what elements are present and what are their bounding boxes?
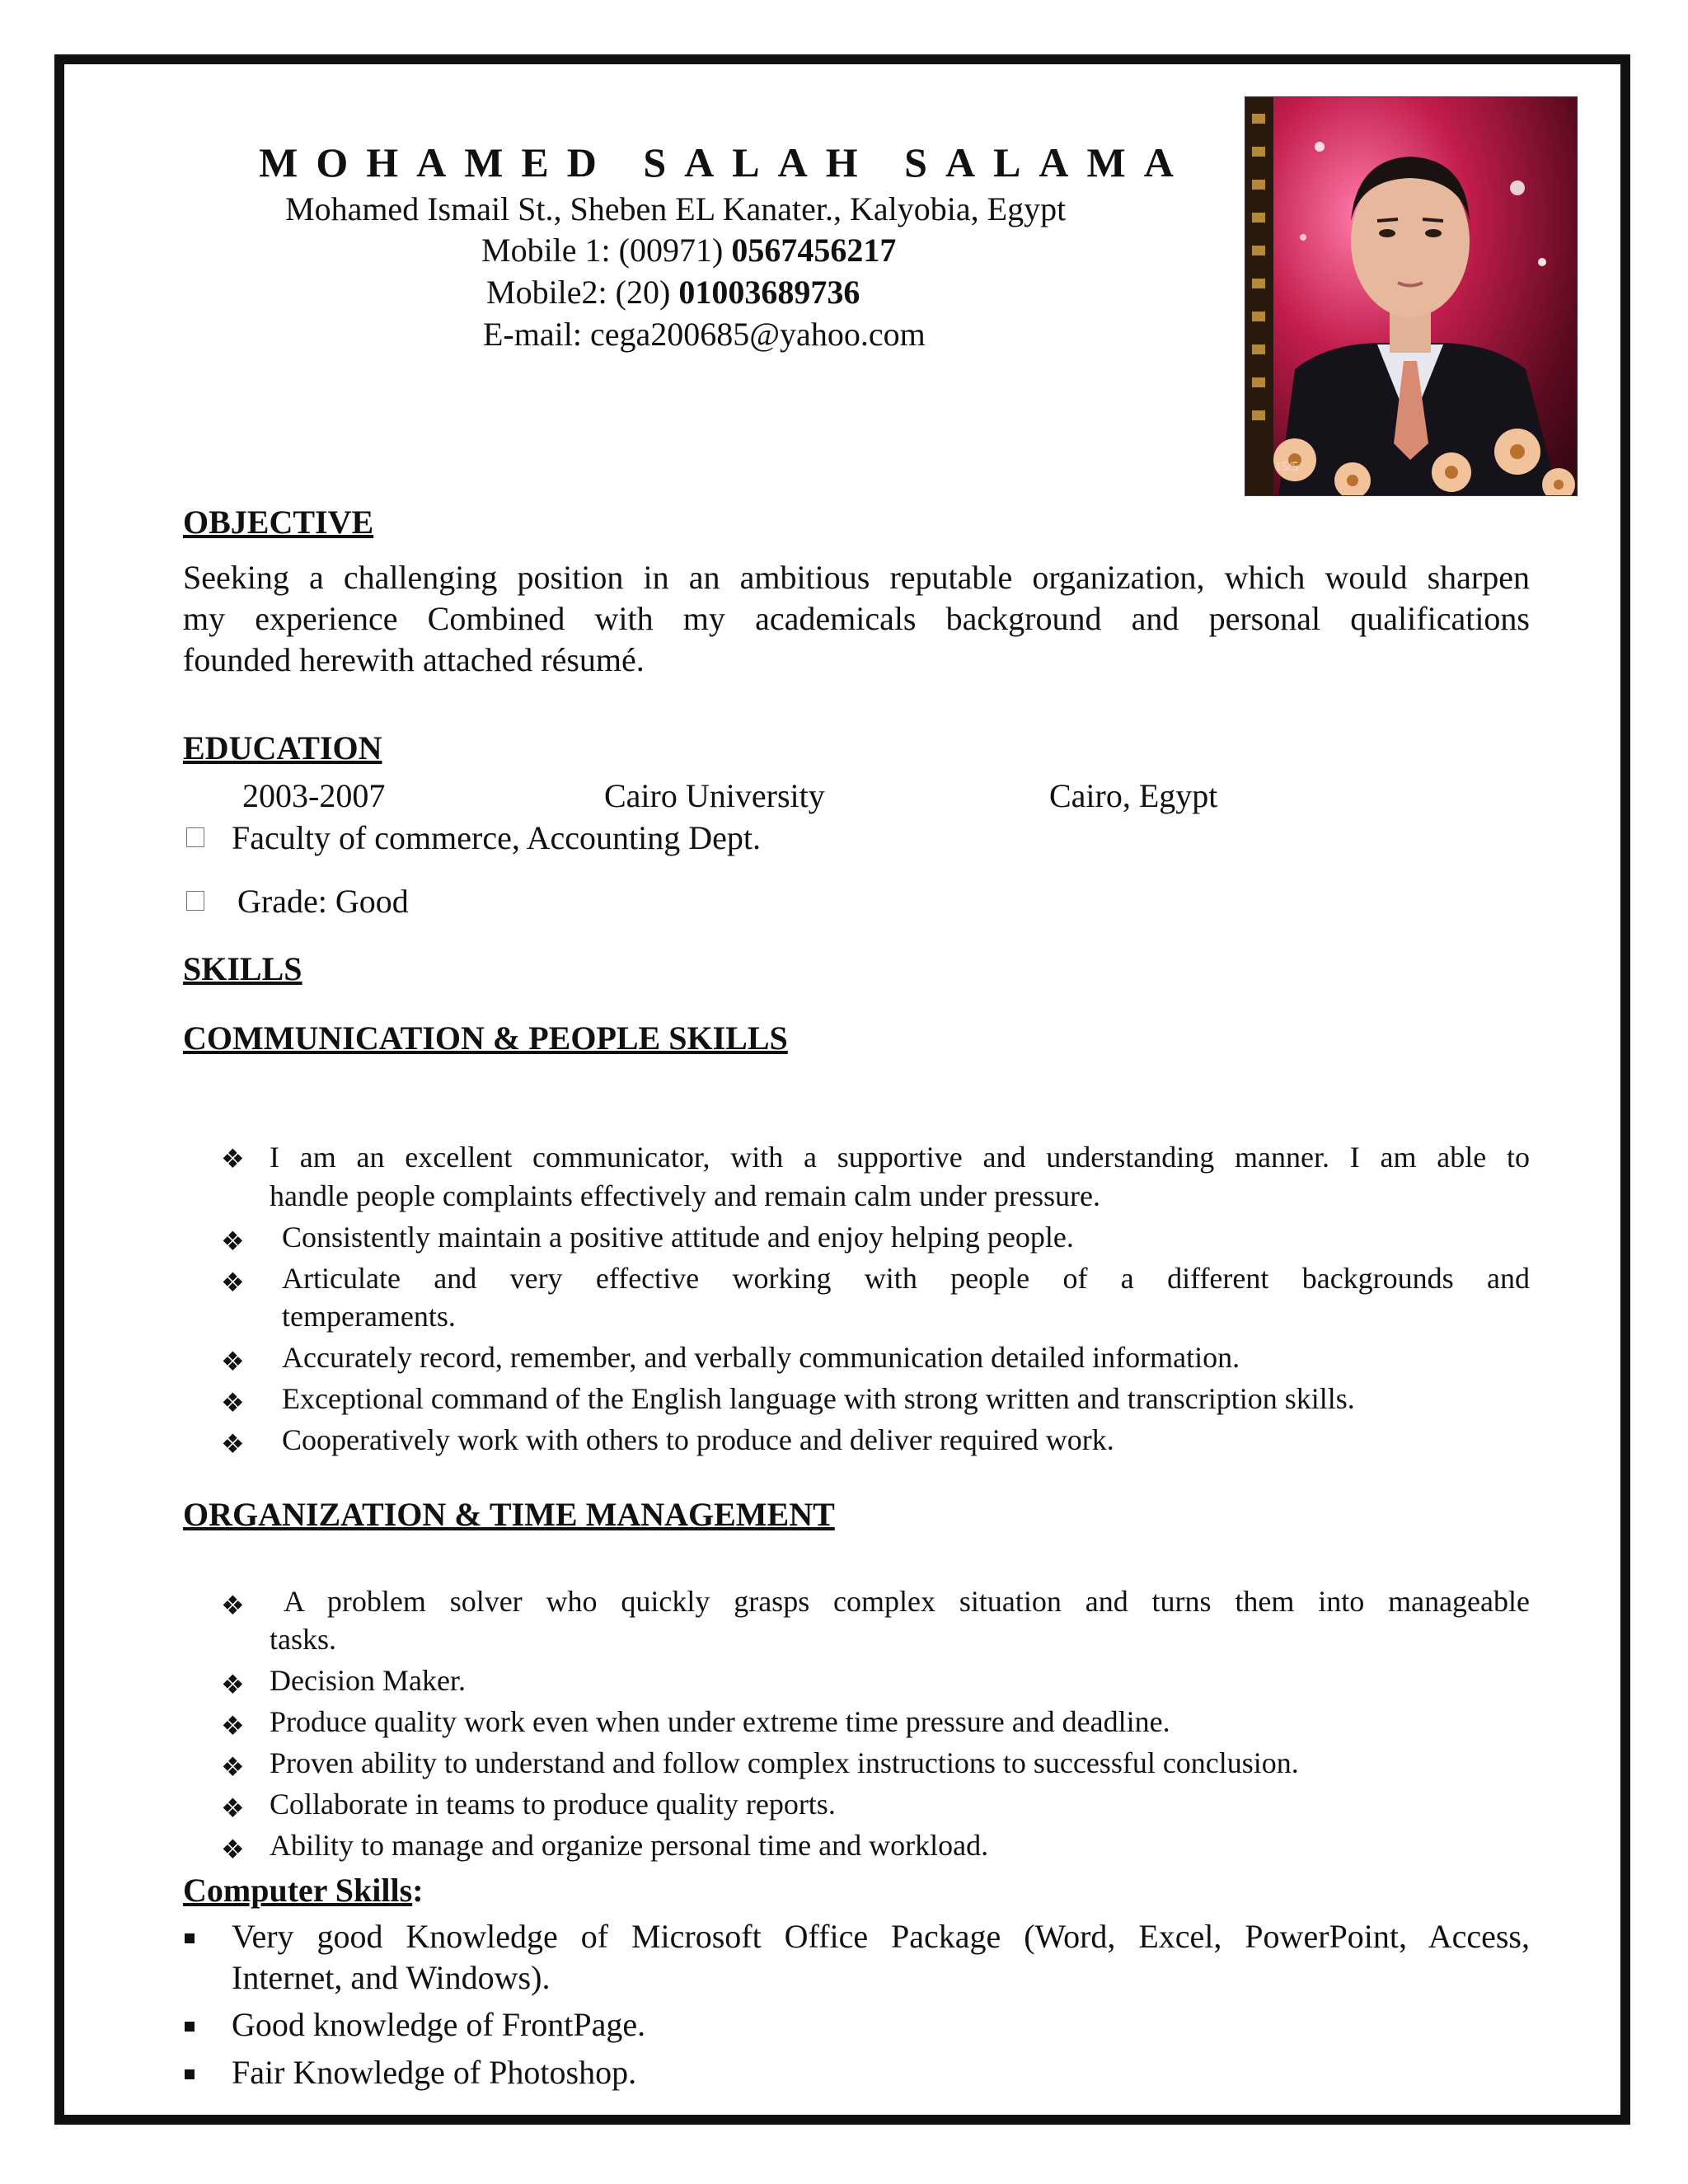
diamond-bullet-icon: ❖ <box>221 1388 245 1418</box>
portrait-photo <box>1245 96 1578 496</box>
diamond-bullet-icon: ❖ <box>221 1144 245 1174</box>
diamond-bullet-icon: ❖ <box>221 1347 245 1376</box>
diamond-bullet-icon: ❖ <box>221 1711 245 1741</box>
diamond-bullet-icon: ❖ <box>221 1835 245 1864</box>
diamond-bullet-icon: ❖ <box>221 1591 245 1620</box>
comm-item-3-line-1: Articulate and very effective working with people of a different backgrounds and <box>282 1262 1530 1295</box>
square-bullet-icon <box>185 1933 195 1943</box>
org-item-3: Produce quality work even when under extreme time pressure and deadline. <box>270 1705 1170 1738</box>
diamond-bullet-icon: ❖ <box>221 1793 245 1823</box>
comm-item-2: Consistently maintain a positive attitude and enjoy helping people. <box>282 1221 1074 1254</box>
objective-text <box>183 557 1530 681</box>
org-item-2: Decision Maker. <box>270 1664 466 1697</box>
computer-item-1-line-1: Very good Knowledge of Microsoft Office Package (Word, Excel, PowerPoint, Access, <box>232 1918 1530 1955</box>
mobile-2 <box>486 273 860 312</box>
mobile-2-number: 01003689736 <box>678 274 860 311</box>
education-item-grade: Grade: Good <box>237 883 409 920</box>
address: Mohamed Ismail St., Sheben EL Kanater., Kalyobia, Egypt <box>285 190 1067 227</box>
comm-item-6: Cooperatively work with others to produce and deliver required work. <box>282 1423 1114 1456</box>
comm-item-1-line-2: handle people complaints effectively and remain calm under pressure. <box>270 1179 1100 1212</box>
org-item-5: Collaborate in teams to produce quality reports. <box>270 1788 836 1821</box>
comm-item-4: Accurately record, remember, and verbally communication detailed information. <box>282 1341 1240 1374</box>
org-item-1-line-2: tasks. <box>270 1623 336 1656</box>
portrait-illustration <box>1245 97 1577 495</box>
org-item-6: Ability to manage and organize personal time and workload. <box>270 1829 989 1862</box>
comm-item-1-line-1: I am an excellent communicator, with a supportive and understanding manner. I am able to <box>270 1141 1530 1174</box>
comm-item-5: Exceptional command of the English language with strong written and transcription skills. <box>282 1382 1355 1415</box>
mobile-2-prefix: Mobile2: (20) <box>486 274 679 311</box>
education-heading: EDUCATION <box>183 729 382 766</box>
comm-item-3-line-2: temperaments. <box>282 1300 456 1333</box>
square-bullet-icon <box>185 2022 195 2032</box>
email: E-mail: cega200685@yahoo.com <box>483 316 926 353</box>
education-university: Cairo University <box>604 777 825 814</box>
diamond-bullet-icon: ❖ <box>221 1670 245 1699</box>
diamond-bullet-icon: ❖ <box>221 1268 245 1297</box>
organization-heading: ORGANIZATION & TIME MANAGEMENT <box>183 1496 835 1533</box>
mobile-1-prefix: Mobile 1: (00971) <box>481 232 732 269</box>
education-item-faculty: Faculty of commerce, Accounting Dept. <box>232 819 762 856</box>
skills-heading: SKILLS <box>183 950 302 987</box>
diamond-bullet-icon: ❖ <box>221 1752 245 1782</box>
computer-skills-heading-text: Computer Skills <box>183 1872 413 1909</box>
diamond-bullet-icon: ❖ <box>221 1429 245 1459</box>
checkbox-icon <box>186 891 204 911</box>
computer-skills-heading-colon: : <box>412 1872 424 1909</box>
computer-item-3: Fair Knowledge of Photoshop. <box>232 2054 637 2091</box>
mobile-1 <box>481 231 896 269</box>
mobile-1-number: 0567456217 <box>731 232 897 269</box>
objective-line-2: my experience Combined with my academicals background and personal qualifications <box>183 600 1530 637</box>
candidate-name: MOHAMED SALAH SALAMA <box>259 139 1192 185</box>
computer-skills-heading <box>183 1871 424 1910</box>
objective-line-1: Seeking a challenging position in an ambitious reputable organization, which would sharpen <box>183 559 1530 596</box>
education-years: 2003-2007 <box>242 777 386 814</box>
org-item-4: Proven ability to understand and follow complex instructions to successful conclusion. <box>270 1746 1299 1779</box>
photo-caption: 15/5 <box>1275 460 1299 474</box>
objective-line-3: founded herewith attached résumé. <box>183 641 645 678</box>
computer-item-2: Good knowledge of FrontPage. <box>232 2006 646 2043</box>
square-bullet-icon <box>185 2069 195 2079</box>
org-item-1-line-1: A problem solver who quickly grasps complex situation and turns them into manageable <box>284 1585 1530 1618</box>
communication-heading: COMMUNICATION & PEOPLE SKILLS <box>183 1019 788 1057</box>
objective-heading: OBJECTIVE <box>183 504 374 541</box>
checkbox-icon <box>186 827 204 847</box>
education-location: Cairo, Egypt <box>1049 777 1218 814</box>
diamond-bullet-icon: ❖ <box>221 1226 245 1256</box>
computer-item-1-line-2: Internet, and Windows). <box>232 1959 551 1996</box>
